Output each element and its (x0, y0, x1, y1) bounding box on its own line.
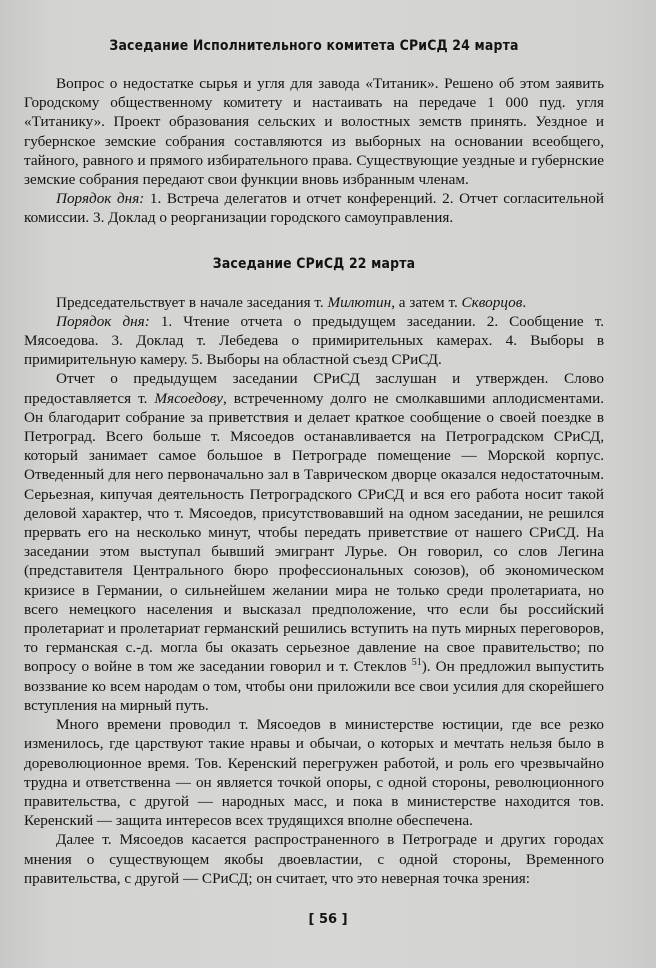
chair-name-milyutin: Милютин (327, 293, 392, 311)
paragraph-agenda-2 (24, 312, 604, 370)
paragraph-chairmanship (24, 293, 604, 312)
report-text: , встреченному долго не смолкавшими аплодисментами. Он благодарит собрание за приветствия и делает краткое сообщение о своей поездке в Петроград. Всего больше т. Мясоедов останавливается на Петроградском СРиСД, который занимает самое большое в Петрограде помещение — Морской корпус. Отведенный для него первоначально зал в Таврическом дворце оказался недостаточным. Серьезная, кипучая деятельность Петроградского СРиСД и вся его работа носит такой деловой характер, что т. Мясоедов, присутствовавший на одном заседании, не решился прервать его на несколько минут, чтобы передать приветствие от нашего СРиСД. На заседании этом выступал бывший эмигрант Лурье. Он говорил, со слов Легина (представителя Центрального бюро профессиональных союзов), об экономическом кризисе в Германии, о сильнейшем желании мира не только среди пролетариата, но всего немецкого населения и высказал предположение, что если бы российский пролетариат и пролетариат германский решились вступить на путь мирных переговоров, то германская с.-д. могла бы оказать серьезное давление на свое правительство; по вопросу о войне в том же заседании говорил и т. Стеклов (24, 389, 604, 676)
footnote-mark: 51 (411, 657, 422, 669)
chair-text: Председательствует в начале заседания т. (56, 293, 328, 311)
paragraph-ministry: Много времени проводил т. Мясоедов в министерстве юстиции, где все резко изменилось, где царствуют такие нравы и обычаи, о которых и мечтать нельзя было в дореволюционное время. Тов. Керенский перегружен работой, и роль его чрезвычайно трудна и ответственна — он является точкой опоры, с одной стороны, революционного правительства, с другой — народных масс, и пока в министерстве находится тов. Керенский — защита интересов всех трудящихся вполне обеспечена. (24, 716, 604, 830)
paragraph-report (24, 369, 604, 715)
report-text: ). Он предложил выпустить воззвание ко всем народам о том, чтобы они приложили все свои усилия для скорейшего вступления на мирный путь. (24, 658, 604, 714)
report-name-myasoedov: Мясоедову (154, 389, 223, 407)
paragraph-agenda-1 (24, 189, 604, 227)
page-number: [ 56 ] (308, 912, 348, 927)
agenda-text: 1. Чтение отчета о предыдущем заседании. 2. Сообщение т. Мясоедова. 3. Доклад т. Лебедева о примирительных камерах. 4. Выборы в примирительную камеру. 5. Выборы на областной съезд СРиСД. (24, 312, 604, 369)
agenda-label: Порядок дня: (56, 190, 145, 208)
chair-text: . (522, 293, 527, 311)
paragraph-dual-power: Далее т. Мясоедов касается распространенного в Петрограде и других городах мнения о существующем якобы двоевластии, с одной стороны, Временного правительства, с другой — СРиСД; он считает, что это неверная точка зрения: (24, 831, 604, 887)
chair-name-skvortsov: Скворцов (461, 293, 523, 311)
section-heading-executive-committee: Заседание Исполнительного комитета СРиСД 24 марта (109, 38, 519, 54)
agenda-label: Порядок дня: (56, 312, 150, 330)
report-text: Отчет о предыдущем заседании СРиСД заслушан и утвержден. Слово предоставляется т. (24, 370, 604, 407)
agenda-text: 1. Встреча делегатов и отчет конференций. 2. Отчет согласительной комиссии. 3. Доклад о реорганизации городского самоуправления. (24, 190, 605, 227)
chair-text: , а затем т. (391, 293, 462, 311)
paragraph-titanic-zemstvo: Вопрос о недостатке сырья и угля для завода «Титаник». Решено об этом заявить Городскому общественному комитету и настаивать на передаче 1 000 пуд. угля «Титанику». Проект образования сельских и волостных земств принять. Уездное и губернское земские собрания составляются из выборных на основании всеобщего, тайного, равного и прямого избирательного права. Существующие уездные и губернские земские собрания передают свои функции вновь избранным членам. (24, 75, 604, 189)
section-heading-council-session: Заседание СРиСД 22 марта (212, 255, 416, 272)
